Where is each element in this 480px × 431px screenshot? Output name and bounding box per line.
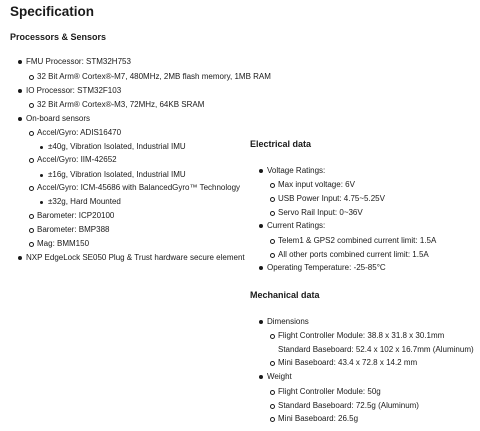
list-item-baro1: Barometer: ICP20100 <box>37 211 115 220</box>
list-item-accel1-detail: ±40g, Vibration Isolated, Industrial IMU <box>48 142 186 151</box>
list-item-current: Current Ratings: <box>267 221 326 230</box>
list-item-fc-dim: Flight Controller Module: 38.8 x 31.8 x 30.1mm <box>278 331 445 340</box>
list-item-max-input: Max input voltage: 6V <box>278 180 355 189</box>
list-item-io-detail: 32 Bit Arm® Cortex®-M3, 72MHz, 64KB SRAM <box>37 100 205 109</box>
list-item-fmu: FMU Processor: STM32H753 <box>26 57 131 66</box>
list-item-temp: Operating Temperature: -25-85°C <box>267 263 386 272</box>
list-item-mini-dim: Mini Baseboard: 43.4 x 72.8 x 14.2 mm <box>278 358 418 367</box>
list-item-fc-w: Flight Controller Module: 50g <box>278 387 381 396</box>
list-item-usb: USB Power Input: 4.75~5.25V <box>278 194 385 203</box>
list-item-accel1: Accel/Gyro: ADIS16470 <box>37 128 122 137</box>
list-item-std-dim: Standard Baseboard: 52.4 x 102 x 16.7mm (Aluminum) <box>278 345 480 355</box>
list-item-other: All other ports combined current limit: 1.5A <box>278 250 429 259</box>
list-item-accel3-detail: ±32g, Hard Mounted <box>48 197 121 206</box>
list-item-weight: Weight <box>267 372 292 381</box>
page-title: Specification <box>10 4 95 19</box>
mechanical-heading: Mechanical data <box>250 290 320 300</box>
list-item-accel2-detail: ±16g, Vibration Isolated, Industrial IMU <box>48 170 186 179</box>
list-item-io: IO Processor: STM32F103 <box>26 86 122 95</box>
list-item-servo: Servo Rail Input: 0~36V <box>278 208 363 217</box>
list-item-telem: Telem1 & GPS2 combined current limit: 1.5A <box>278 236 437 245</box>
list-item-voltage: Voltage Ratings: <box>267 166 326 175</box>
processors-heading: Processors & Sensors <box>10 32 107 42</box>
electrical-heading: Electrical data <box>250 139 312 149</box>
list-item-mini-w: Mini Baseboard: 26.5g <box>278 414 359 423</box>
list-item-baro2: Barometer: BMP388 <box>37 225 110 234</box>
list-item-accel2: Accel/Gyro: IIM-42652 <box>37 155 117 164</box>
list-item-accel3: Accel/Gyro: ICM-45686 with BalancedGyro™ Technology <box>37 183 241 192</box>
list-item-onboard: On-board sensors <box>26 114 91 123</box>
list-item-mag: Mag: BMM150 <box>37 239 90 248</box>
list-item-std-w: Standard Baseboard: 72.5g (Aluminum) <box>278 401 419 410</box>
list-item-fmu-detail: 32 Bit Arm® Cortex®-M7, 480MHz, 2MB flash memory, 1MB RAM <box>37 72 271 81</box>
list-item-secure: NXP EdgeLock SE050 Plug & Trust hardware secure element <box>26 253 245 262</box>
list-item-dimensions: Dimensions <box>267 317 309 326</box>
